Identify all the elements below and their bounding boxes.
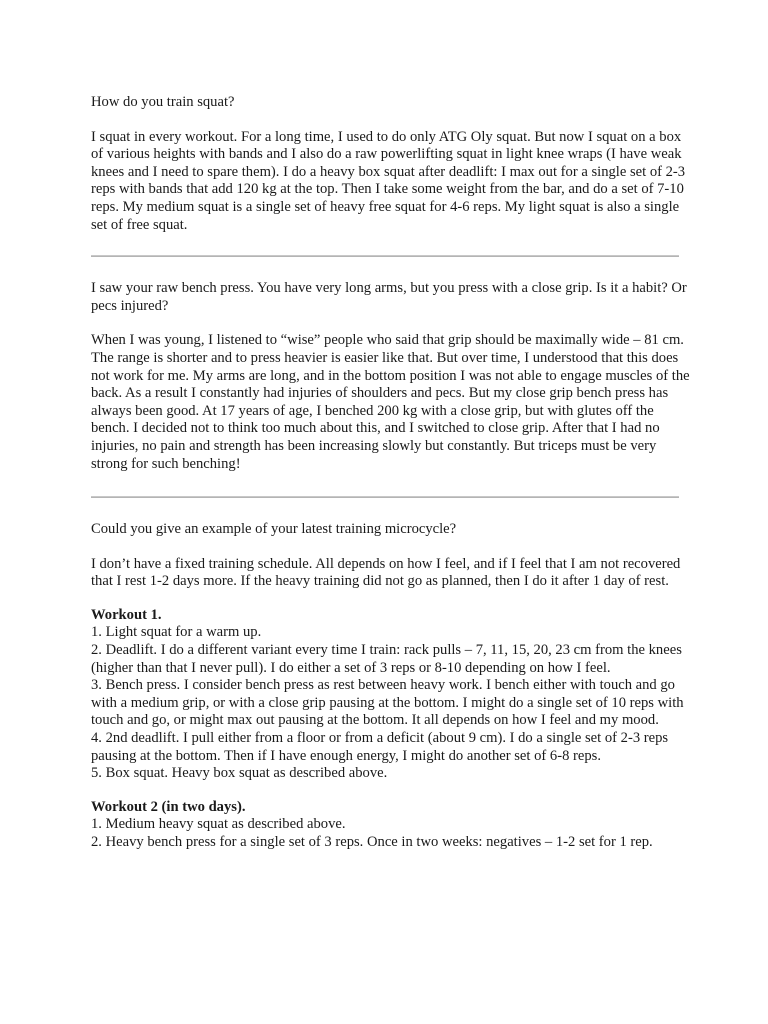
question-microcycle: Could you give an example of your latest training microcycle?	[91, 521, 457, 538]
workout-2-list	[91, 816, 691, 851]
workout-1-list	[91, 624, 691, 782]
list-item: 3. Bench press. I consider bench press as rest between heavy work. I bench either with touch and go with a medium grip, or with a close grip pausing at the bottom. I might do a single set of 10 reps with touch and go, or might max out pausing at the bottom. It all depends on how I feel and my mood.	[91, 677, 684, 729]
question-bench: I saw your raw bench press. You have very long arms, but you press with a close grip. Is it a habit? Or pecs injured?	[91, 280, 687, 314]
list-item: 5. Box squat. Heavy box squat as described above.	[91, 765, 388, 782]
horizontal-divider	[91, 496, 679, 498]
workout-2-heading: Workout 2 (in two days).	[91, 798, 246, 815]
question-squat: How do you train squat?	[91, 94, 235, 110]
list-item: 1. Light squat for a warm up.	[91, 624, 262, 641]
list-item: 1. Medium heavy squat as described above.	[91, 816, 346, 833]
document-page	[91, 94, 691, 852]
list-item: 2. Deadlift. I do a different variant every time I train: rack pulls – 7, 11, 15, 20, 23 cm from the knees (higher than that I never pull). I do either a set of 3 reps or 8-10 depending on how I feel.	[91, 642, 682, 676]
answer-bench: When I was young, I listened to “wise” people who said that grip should be maximally wide – 81 cm. The range is shorter and to press heavier is easier like that. But over time, I understood that this does not work for me. My arms are long, and in the bottom position I was not able to engage muscles of the back. As a result I constantly had injuries of shoulders and pecs. But my close grip bench press has always been good. At 17 years of age, I benched 200 kg with a close grip, but with glutes off the bench. I decided not to think too much about this, and I switched to close grip. After that I had no injuries, no pain and strength has been increasing slowly but constantly. But triceps must be very strong for such benching!	[91, 332, 690, 472]
list-item: 4. 2nd deadlift. I pull either from a floor or from a deficit (about 9 cm). I do a single set of 2-3 reps pausing at the bottom. Then if I have enough energy, I might do another set of 6-8 reps.	[91, 730, 669, 764]
workout-1-heading: Workout 1.	[91, 606, 162, 623]
list-item: 2. Heavy bench press for a single set of 3 reps. Once in two weeks: negatives – 1-2 set for 1 rep.	[91, 834, 653, 850]
answer-squat: I squat in every workout. For a long time, I used to do only ATG Oly squat. But now I squat on a box of various heights with bands and I also do a raw powerlifting squat in light knee wraps (I have weak knees and I need to spare them). I do a heavy box squat after deadlift: I max out for a single set of 2-3 reps with bands that add 120 kg at the top. Then I take some weight from the bar, and do a set of 7-10 reps. My medium squat is a single set of heavy free squat for 4-6 reps. My light squat is also a single set of free squat.	[91, 128, 686, 233]
horizontal-divider	[91, 255, 679, 257]
answer-microcycle: I don’t have a fixed training schedule. All depends on how I feel, and if I feel that I am not recovered that I rest 1-2 days more. If the heavy training did not go as planned, then I do it after 1 day of rest.	[91, 555, 681, 590]
